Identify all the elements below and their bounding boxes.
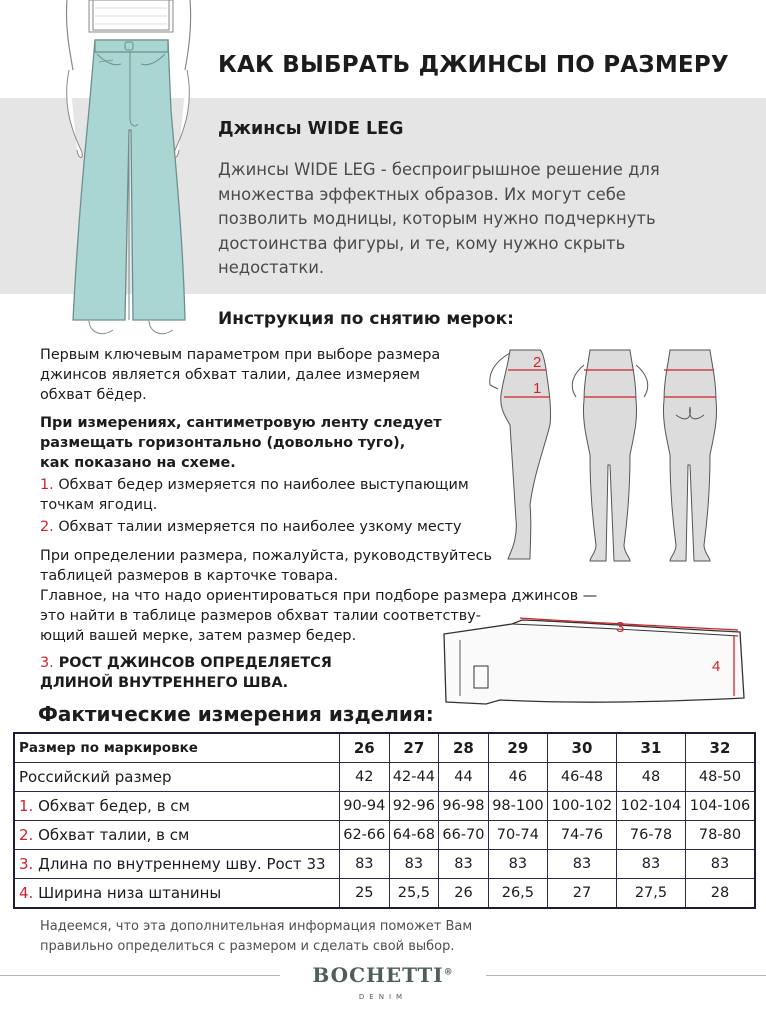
size-cell: 31 (616, 733, 685, 763)
table-cell: 74-76 (548, 821, 617, 850)
row-label-text: Обхват талии, в см (38, 826, 190, 844)
table-row (14, 821, 755, 850)
table-cell: 25,5 (389, 879, 439, 909)
row-label (14, 821, 340, 850)
row-number: 4. (19, 884, 34, 902)
table-cell: 66-70 (439, 821, 489, 850)
brand-subtitle: DENIM (358, 993, 408, 1001)
text-line: ющий вашей мерке, затем размер бедер. (40, 628, 357, 644)
row-label-text: Ширина низа штанины (38, 884, 222, 902)
table-cell: 83 (616, 850, 685, 879)
table-cell: 48-50 (685, 763, 755, 792)
table-row (14, 879, 755, 909)
text-line: как показано на схеме. (40, 455, 236, 471)
table-cell: 70-74 (488, 821, 547, 850)
step-text: точкам ягодиц. (40, 497, 158, 513)
table-cell: 44 (439, 763, 489, 792)
brand-mark: ® (443, 967, 454, 978)
table-cell: 76-78 (616, 821, 685, 850)
table-row (14, 850, 755, 879)
waist-label: 2 (533, 354, 542, 371)
size-cell: 29 (488, 733, 547, 763)
hem-label: 4 (712, 658, 721, 675)
intro-text (218, 158, 738, 281)
step-text: ДЛИНОЙ ВНУТРЕННЕГО ШВА. (40, 675, 289, 691)
row-number: 3. (19, 855, 34, 873)
table-cell: 83 (548, 850, 617, 879)
row-label-text: Обхват бедер, в см (38, 797, 190, 815)
table-cell: 42-44 (389, 763, 439, 792)
table-cell: 46-48 (548, 763, 617, 792)
table-row (14, 763, 755, 792)
row-label-text: Российский размер (19, 768, 172, 786)
table-cell: 83 (439, 850, 489, 879)
product-subtitle: Джинсы WIDE LEG (218, 119, 404, 139)
table-cell: 26 (439, 879, 489, 909)
table-cell: 92-96 (389, 792, 439, 821)
row-label (14, 763, 340, 792)
instructions-bold-para (40, 413, 442, 473)
size-cell: 26 (340, 733, 390, 763)
jeans-leg-diagram (440, 610, 750, 710)
text-line: джинсов является обхват талии, далее измеряем (40, 367, 420, 383)
note-line: правильно определиться с размером и сделать свой выбор. (40, 938, 455, 954)
size-cell: 32 (685, 733, 755, 763)
table-cell: 48 (616, 763, 685, 792)
text-line: обхват бёдер. (40, 387, 147, 403)
table-cell: 46 (488, 763, 547, 792)
table-cell: 83 (488, 850, 547, 879)
table-cell: 42 (340, 763, 390, 792)
text-line: При измерениях, сантиметровую ленту следует (40, 415, 442, 431)
body-measurement-figures (480, 345, 740, 570)
row-label-text: Длина по внутреннему шву. Рост 33 (38, 855, 326, 873)
closing-note (40, 917, 472, 956)
step-text: РОСТ ДЖИНСОВ ОПРЕДЕЛЯЕТСЯ (58, 655, 332, 671)
note-line: Надеемся, что эта дополнительная информация поможет Вам (40, 919, 473, 934)
step-number: 1. (40, 477, 54, 493)
table-cell: 96-98 (439, 792, 489, 821)
table-title: Фактические измерения изделия: (38, 702, 434, 726)
length-label: 3 (616, 619, 625, 636)
table-cell: 28 (685, 879, 755, 909)
step-number: 2. (40, 519, 54, 535)
table-cell: 27 (548, 879, 617, 909)
table-cell: 83 (685, 850, 755, 879)
header-label: Размер по маркировке (14, 733, 340, 763)
step-text: Обхват бедер измеряется по наиболее выступающим (58, 477, 469, 493)
step-number: 3. (40, 655, 54, 671)
text-line: размещать горизонтально (довольно туго), (40, 435, 406, 451)
intro-line: позволить модницы, которым нужно подчеркнуть (218, 209, 656, 228)
table-cell: 100-102 (548, 792, 617, 821)
page-title: КАК ВЫБРАТЬ ДЖИНСЫ ПО РАЗМЕРУ (218, 52, 729, 78)
hips-label: 1 (533, 380, 542, 397)
table-cell: 102-104 (616, 792, 685, 821)
row-label (14, 850, 340, 879)
size-cell: 28 (439, 733, 489, 763)
table-cell: 83 (340, 850, 390, 879)
intro-line: достоинства фигуры, и те, кому нужно скрыть (218, 233, 626, 253)
brand-name: BOCHETTI (312, 963, 444, 987)
row-label (14, 792, 340, 821)
instructions-para1 (40, 345, 440, 405)
intro-line: Джинсы WIDE LEG - беспроигрышное решение для (218, 160, 660, 179)
text-line: Главное, на что надо ориентироваться при подборе размера джинсов — (40, 588, 598, 604)
text-line: это найти в таблице размеров обхват талии соответству- (40, 608, 482, 624)
text-line: При определении размера, пожалуйста, руководствуйтесь (40, 548, 493, 564)
table-cell: 25 (340, 879, 390, 909)
step-text: Обхват талии измеряется по наиболее узкому месту (58, 519, 462, 535)
table-cell: 98-100 (488, 792, 547, 821)
instructions-title: Инструкция по снятию мерок: (218, 309, 514, 329)
step-3 (40, 653, 332, 693)
table-row (14, 792, 755, 821)
brand-logo (0, 963, 766, 987)
size-cell: 30 (548, 733, 617, 763)
intro-line: недостатки. (218, 258, 325, 277)
table-cell: 64-68 (389, 821, 439, 850)
intro-line: множества эффектных образов. Их могут себе (218, 184, 626, 204)
step-2 (40, 517, 462, 537)
step-1 (40, 475, 469, 515)
size-cell: 27 (389, 733, 439, 763)
row-number: 2. (19, 826, 34, 844)
table-cell: 90-94 (340, 792, 390, 821)
row-number: 1. (19, 797, 34, 815)
size-table (13, 732, 756, 909)
table-cell: 27,5 (616, 879, 685, 909)
table-cell: 104-106 (685, 792, 755, 821)
jeans-illustration (55, 0, 205, 345)
table-cell: 26,5 (488, 879, 547, 909)
text-line: таблицей размеров в карточке товара. (40, 568, 339, 584)
text-line: Первым ключевым параметром при выборе размера (40, 347, 441, 363)
table-cell: 62-66 (340, 821, 390, 850)
row-label (14, 879, 340, 909)
table-cell: 83 (389, 850, 439, 879)
table-cell: 78-80 (685, 821, 755, 850)
table-header-row (14, 733, 755, 763)
